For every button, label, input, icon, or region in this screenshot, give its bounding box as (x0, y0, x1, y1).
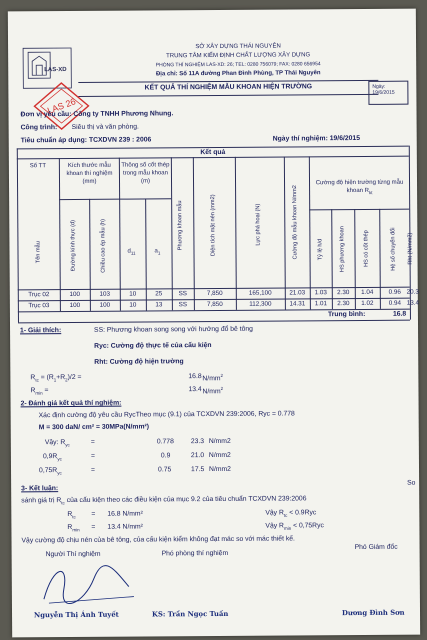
conclusion-c2-check: Vậy $R_{min} < 0,75Ryc$ (265, 522, 324, 531)
row-d11: 10 (129, 301, 137, 309)
explain-ss: SS: Phương khoan song song với hướng đổ bê tông (94, 325, 253, 334)
center-name: TRUNG TÂM KIỂM ĐỊNH CHẤT LƯỢNG XÂY DỰNG (166, 52, 311, 60)
explain-ryc: Ryc: Cường độ thực tế của cấu kiện (94, 342, 212, 350)
col-converted: Cường độ hiện trường từng mẫu khoan $R_{kt}$ (315, 179, 404, 196)
lab-contact: PHÒNG THÍ NGHIỆM LAS-XD: 26; TEL: 0280 756079; FAX: 0280 656954 (155, 61, 321, 69)
conclusion-c1-check: Vậy $R_{tc} < 0.9Ryc$ (265, 509, 317, 518)
report-sheet (8, 9, 420, 638)
eval-r1-coef: 0.778 (156, 438, 174, 446)
explain-heading: 1- Giải thích: (20, 327, 62, 335)
eval-r1-value: 23.3 (190, 438, 205, 446)
row-kdir: 2.30 (337, 300, 350, 308)
conclusion-c1-eq: = (91, 510, 96, 518)
col-kdir: HS phương khoan (339, 226, 346, 273)
average-label: Trung bình: (327, 310, 366, 319)
dept-name: SỞ XÂY DỰNG THÁI NGUYÊN (195, 43, 281, 51)
eval-heading: 2- Đánh giá kết quả thí nghiệm: (20, 399, 122, 408)
col-size: Kích thước mẫu khoan thí nghiệm (mm) (66, 162, 113, 185)
formula-rmin-value: 13.4 (188, 386, 202, 394)
conclusion-c1-label: $R_{tc}$ (67, 510, 76, 520)
row-ksteel: 1.04 (361, 288, 374, 296)
conclusion-c2-eq: = (91, 523, 96, 531)
eval-r1-unit: N/mm2 (208, 437, 231, 446)
formula-rtc: $R_{tc} = (R_1+R_2)/2$ = (30, 373, 82, 383)
tester-name: Nguyễn Thị Ánh Tuyết (34, 610, 119, 620)
row-a1: 13 (155, 301, 163, 309)
eval-line1: Xác định cường độ yêu cầu RycTheo mục (9.1) của TCXDVN 239:2006, Ryc = 0.778 (38, 410, 295, 420)
row-diameter: 100 (69, 301, 81, 310)
eval-r2-unit: N/mm2 (208, 451, 231, 460)
col-ksteel: HS có cốt thép (363, 230, 370, 268)
col-direction: Phương khoan mẫu (177, 200, 184, 251)
row-force: 112,300 (249, 300, 272, 308)
report-title: KẾT QUẢ THÍ NGHIỆM MẪU KHOAN HIỆN TRƯỜNG (144, 83, 313, 92)
row-strength: 14.31 (289, 300, 306, 308)
row-rht: 20.3 (406, 288, 419, 296)
logo-caption: LAS-XD (44, 67, 67, 74)
eval-r2-label: $0,9R_{yc}$ (42, 453, 62, 462)
eval-line2: M = 300 daN/ cm² = 30MPa(N/mm²) (38, 423, 150, 432)
row-kconv: 0.96 (388, 288, 401, 296)
head-title: Phó phòng thí nghiệm (161, 549, 229, 558)
formula-rmin: $R_{min}$ = (30, 387, 49, 396)
row-ksteel: 1.02 (361, 299, 374, 307)
col-diameter: Đường kính thực (d) (70, 220, 77, 272)
row-area: 7,850 (206, 300, 223, 309)
row-force: 165,100 (248, 289, 272, 297)
row-name: Trục 02 (28, 291, 50, 299)
formula-rtc-value: 16.8 (188, 373, 202, 381)
eval-r1-label: Vậy: $R_{yc}$ (44, 439, 70, 448)
eval-r1-eq: = (90, 438, 95, 446)
stamp-label: LAS 26 (45, 96, 78, 116)
average-value: 16.8 (392, 310, 407, 318)
row-ratio: 1.03 (314, 289, 327, 297)
director-title: Phó Giám đốc (354, 543, 398, 552)
conclusion-c1-value: 16.8 N/mm² (107, 510, 143, 518)
row-area: 7,850 (206, 289, 223, 298)
standard-line: Tiêu chuẩn áp dụng: TCXDVN 239 : 2006 (20, 136, 152, 145)
col-force: Lực phá hoại (N) (255, 203, 262, 246)
date-box (368, 81, 408, 105)
col-ratio: Tỷ lệ h/d (317, 238, 324, 261)
director-name: Dương Đình Sơn (342, 608, 405, 618)
row-name: Trục 03 (28, 302, 50, 310)
results-header: Kết quả (200, 148, 226, 157)
conclusion-line1: sánh giá trị $R_{tc}$ của cấu kiện theo các điều kiện của mục 9.2 của tiêu chuẩn TCXDVN 239:2006 (21, 495, 307, 506)
row-strength: 21.03 (289, 289, 306, 297)
row-kconv: 0.94 (388, 299, 402, 307)
eval-r2-value: 21.0 (190, 452, 205, 460)
client-line: Đơn vị yêu cầu: Công ty TNHH Phương Nhung. (20, 110, 174, 119)
lab-address: Địa chỉ: Số 11A đường Phan Đình Phùng, TP Thái Nguyên (155, 70, 321, 78)
row-direction: SS (178, 290, 188, 298)
conclusion-c2-label: $R_{min}$ (67, 523, 80, 533)
row-diameter: 100 (69, 290, 81, 299)
project-label: Công trình: (20, 124, 58, 132)
col-length: Chiều cao ép mẫu (h) (100, 218, 107, 273)
tester-signature-icon (34, 558, 154, 609)
conclusion-heading: 3- Kết luận: (21, 485, 59, 493)
tester-title: Người Thí nghiệm (45, 550, 101, 559)
eval-r3-eq: = (91, 466, 96, 474)
col-a1: $a_1$ (154, 248, 161, 256)
row-kdir: 2.30 (337, 289, 350, 297)
eval-r3-unit: N/mm2 (208, 465, 231, 474)
date-label: Ngày: (372, 83, 386, 90)
formula-rmin-unit: $N/mm^2$ (202, 385, 224, 396)
col-steel: Thông số cốt thép trong mẫu khoan (m) (121, 162, 170, 185)
conclusion-final: Vậy cường độ chịu nén của bê tông, của cấu kiện kiểm không đạt mác so với mác thiết kế. (21, 535, 295, 545)
col-d11: $d_{11}$ (127, 248, 136, 256)
col-name: Tên mẫu (35, 241, 42, 264)
row-a1: 25 (155, 290, 163, 298)
col-strength: Cường độ mẫu khoan N/mm2 (292, 185, 299, 260)
row-ratio: 1.01 (314, 300, 328, 308)
row-length: 103 (99, 290, 111, 298)
eval-r3-coef: 0.75 (157, 466, 172, 474)
col-rht: Rht (N/mm2) (407, 232, 414, 265)
row-rht: 13.4 (406, 299, 420, 307)
eval-so: So (407, 479, 416, 487)
eval-r3-value: 17.5 (190, 466, 205, 474)
col-area: Diện tích mặt nén (mm2) (210, 194, 217, 256)
results-table (8, 9, 416, 12)
col-kconv: Hệ số chuyển đổi (390, 227, 397, 271)
project-name: Siêu thị và văn phòng. (71, 123, 139, 131)
conclusion-c2-value: 13.4 N/mm² (107, 523, 143, 531)
col-stt: Số TT (29, 163, 47, 170)
explain-rht: Rht: Cường độ hiện trường (94, 358, 184, 366)
eval-r3-label: $0,75R_{yc}$ (39, 467, 62, 476)
row-d11: 10 (129, 290, 137, 298)
eval-r2-eq: = (90, 452, 95, 460)
eval-r2-coef: 0.9 (160, 452, 171, 460)
row-direction: SS (178, 301, 188, 309)
row-length: 100 (99, 301, 111, 309)
formula-rtc-unit: $N/mm^2$ (202, 372, 224, 383)
head-name: KS: Trần Ngọc Tuấn (152, 609, 229, 619)
test-date: Ngày thí nghiệm: 19/6/2015 (272, 134, 361, 143)
date-value: 19/6/2015 (372, 89, 395, 96)
